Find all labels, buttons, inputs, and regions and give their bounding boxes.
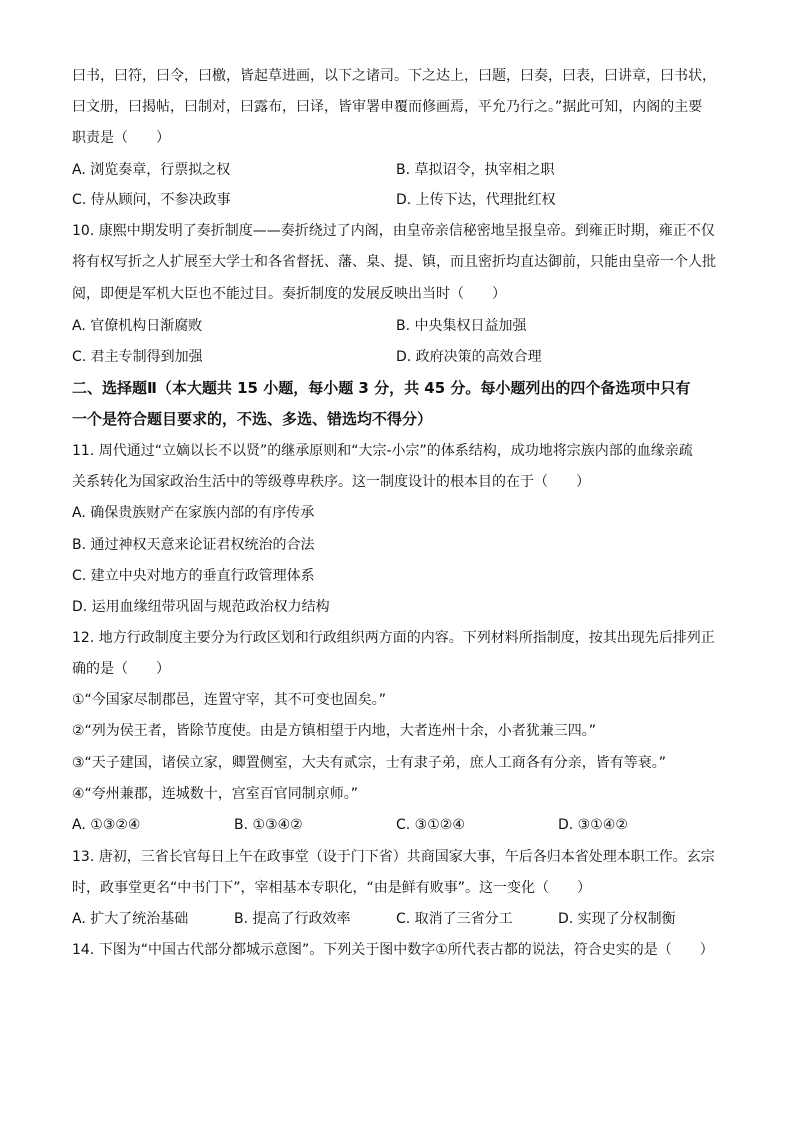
q9-option-c: C. 侍从顾问，不参决政事 bbox=[72, 192, 231, 208]
q10-option-c: C. 君主专制得到加强 bbox=[72, 349, 203, 365]
q9-text-line-3: 职责是（ ） bbox=[72, 130, 170, 146]
q9-option-a: A. 浏览奏章，行票拟之权 bbox=[72, 162, 231, 178]
q13-option-c: C. 取消了三省分工 bbox=[396, 911, 513, 927]
section-heading-line-2: 一个是符合题目要求的，不选、多选、错选均不得分） bbox=[72, 410, 433, 428]
q11-option-a: A. 确保贵族财产在家族内部的有序传承 bbox=[72, 505, 315, 521]
q13-stem-line-1: 13. 唐初，三省长官每日上午在政事堂（设于门下省）共商国家大事，午后各归本省处理本职工作。玄宗 bbox=[72, 849, 715, 865]
q12-option-c: C. ③①②④ bbox=[396, 817, 465, 833]
q13-option-a: A. 扩大了统治基础 bbox=[72, 911, 189, 927]
q13-option-d: D. 实现了分权制衡 bbox=[558, 911, 676, 927]
q12-material-4: ④“夸州兼郡，连城数十，宫室百官同制京师。” bbox=[72, 786, 359, 802]
q10-option-a: A. 官僚机构日渐腐败 bbox=[72, 318, 203, 334]
q9-text-line-1: 曰书，曰符，曰令，曰檄，皆起草进画，以下之诸司。下之达上，曰题，曰奏，曰表，曰讲章，曰书状， bbox=[72, 68, 716, 84]
q11-option-d: D. 运用血缘纽带巩固与规范政治权力结构 bbox=[72, 599, 330, 615]
q10-stem-line-3: 阅，即便是军机大臣也不能过目。奏折制度的发展反映出当时（ ） bbox=[72, 286, 506, 302]
q14-stem-line-1: 14. 下图为“中国古代部分都城示意图”。下列关于图中数字①所代表古都的说法，符合史实的是（ ） bbox=[72, 942, 714, 958]
q12-option-d: D. ③①④② bbox=[558, 817, 628, 833]
q12-stem-line-2: 确的是（ ） bbox=[72, 661, 170, 677]
q11-option-b: B. 通过神权天意来论证君权统治的合法 bbox=[72, 537, 315, 553]
q12-material-2: ②“列为侯王者，皆除节度使。由是方镇相望于内地，大者连州十余，小者犹兼三四。” bbox=[72, 723, 597, 739]
q12-material-3: ③“天子建国，诸侯立家，卿置侧室，大夫有贰宗，士有隶子弟，庶人工商各有分亲，皆有等衰。” bbox=[72, 755, 667, 771]
q13-stem-line-2: 时，政事堂更名“中书门下”，宰相基本专职化，“由是鲜有败事”。这一变化（ ） bbox=[72, 880, 592, 896]
q9-text-line-2: 曰文册，曰揭帖，曰制对，曰露布，曰译，皆审署申覆而修画焉，平允乃行之。”据此可知，内阁的主要 bbox=[72, 99, 703, 115]
q11-stem-line-2: 关系转化为国家政治生活中的等级尊卑秩序。这一制度设计的根本目的在于（ ） bbox=[72, 474, 590, 490]
q10-stem-line-1: 10. 康熙中期发明了奏折制度——奏折绕过了内阁，由皇帝亲信秘密地呈报皇帝。到雍正时期，雍正不仅 bbox=[72, 223, 715, 239]
q12-stem-line-1: 12. 地方行政制度主要分为行政区划和行政组织两方面的内容。下列材料所指制度，按其出现先后排列正 bbox=[72, 630, 715, 646]
section-heading-line-1: 二、选择题Ⅱ（本大题共 15 小题，每小题 3 分，共 45 分。每小题列出的四个备选项中只有 bbox=[72, 379, 691, 397]
q10-option-d: D. 政府决策的高效合理 bbox=[396, 349, 542, 365]
q12-material-1: ①“今国家尽制郡邑，连置守宰，其不可变也固矣。” bbox=[72, 692, 387, 708]
q13-option-b: B. 提高了行政效率 bbox=[234, 911, 351, 927]
q9-option-d: D. 上传下达，代理批红权 bbox=[396, 192, 556, 208]
q12-option-a: A. ①③②④ bbox=[72, 817, 141, 833]
q12-option-b: B. ①③④② bbox=[234, 817, 303, 833]
q9-option-b: B. 草拟诏令，执宰相之职 bbox=[396, 162, 555, 178]
q10-option-b: B. 中央集权日益加强 bbox=[396, 318, 527, 334]
q11-option-c: C. 建立中央对地方的垂直行政管理体系 bbox=[72, 568, 315, 584]
q11-stem-line-1: 11. 周代通过“立嫡以长不以贤”的继承原则和“大宗-小宗”的体系结构，成功地将宗族内部的血缘亲疏 bbox=[72, 443, 693, 459]
q10-stem-line-2: 将有权写折之人扩展至大学士和各省督抚、藩、臬、提、镇，而且密折均直达御前，只能由皇帝一个人批 bbox=[72, 254, 716, 270]
